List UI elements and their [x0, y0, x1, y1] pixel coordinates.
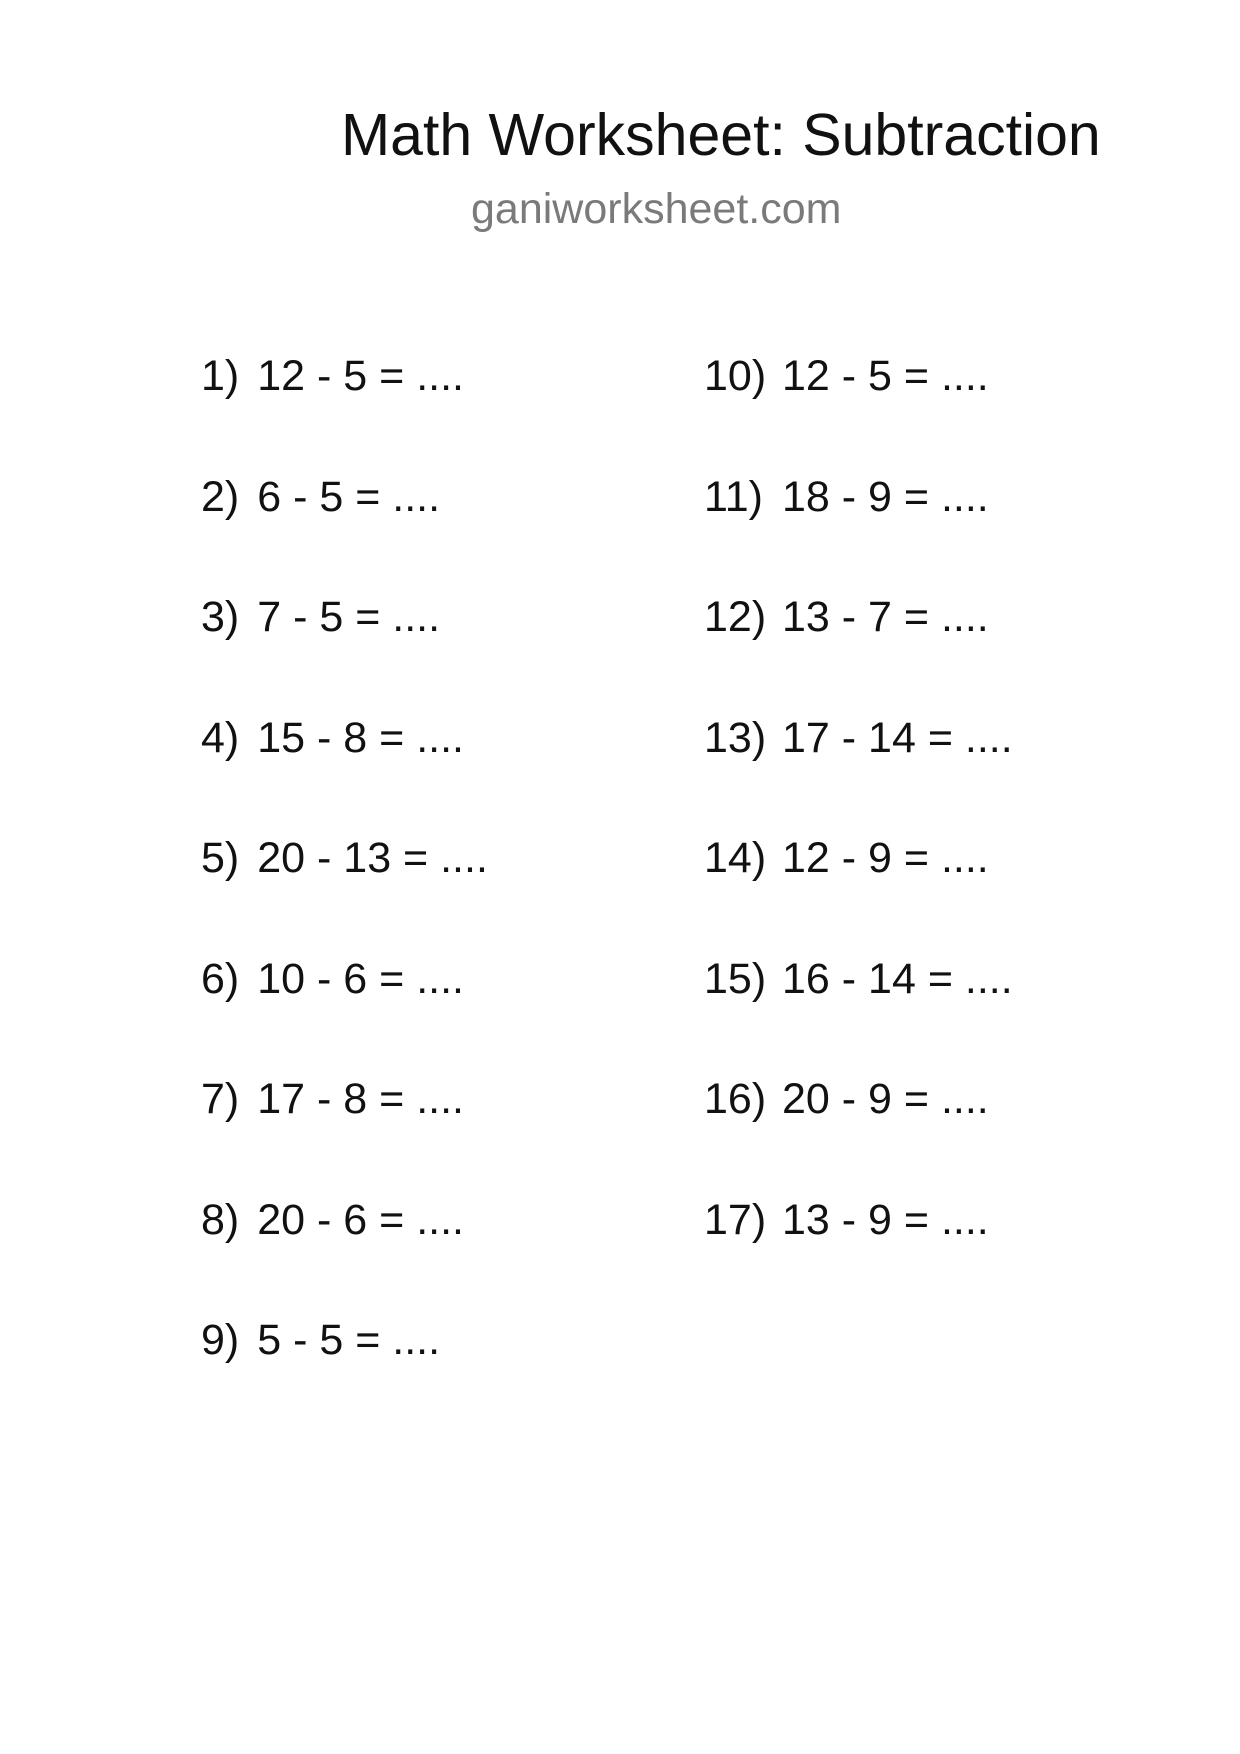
- problem-expression: 6 - 5 = ....: [257, 472, 441, 521]
- website-url: ganiworksheet.com: [471, 185, 842, 233]
- problem-item: [704, 710, 1013, 831]
- problem-item: [201, 1192, 488, 1313]
- problem-expression: 17 - 14 = ....: [782, 713, 1013, 762]
- problem-expression: 13 - 9 = ....: [782, 1195, 989, 1244]
- problem-number: 16): [704, 1075, 767, 1123]
- problem-item: [704, 469, 1013, 590]
- problem-expression: 17 - 8 = ....: [257, 1075, 464, 1123]
- problem-expression: 10 - 6 = ....: [257, 954, 464, 1003]
- problem-expression: 20 - 9 = ....: [782, 1075, 989, 1123]
- problem-item: [201, 1071, 488, 1192]
- problem-number: 3): [201, 593, 240, 641]
- problem-number: 4): [201, 713, 240, 762]
- problem-number: 9): [201, 1316, 240, 1364]
- problem-expression: 7 - 5 = ....: [257, 593, 441, 641]
- problem-number: 1): [201, 352, 240, 400]
- problem-number: 7): [201, 1075, 240, 1123]
- problem-number: 2): [201, 472, 240, 521]
- problem-item: [201, 830, 488, 951]
- problem-expression: 12 - 9 = ....: [782, 834, 989, 882]
- problem-number: 10): [704, 352, 767, 400]
- problem-item: [201, 710, 488, 831]
- problem-item: [201, 348, 488, 469]
- problem-number: 13): [704, 713, 767, 762]
- problem-number: 6): [201, 954, 240, 1003]
- problem-number: 8): [201, 1195, 240, 1244]
- problem-number: 17): [704, 1195, 767, 1244]
- problem-number: 12): [704, 593, 767, 641]
- page-title: Math Worksheet: Subtraction: [341, 102, 1101, 168]
- problem-expression: 5 - 5 = ....: [257, 1316, 441, 1364]
- problem-number: 11): [704, 472, 763, 521]
- problem-expression: 18 - 9 = ....: [782, 472, 989, 521]
- problem-item: [704, 1071, 1013, 1192]
- problem-expression: 13 - 7 = ....: [782, 593, 989, 641]
- problem-number: 14): [704, 834, 767, 882]
- problem-item: [704, 830, 1013, 951]
- problem-expression: 15 - 8 = ....: [257, 713, 464, 762]
- problem-number: 15): [704, 954, 767, 1003]
- problem-item: [704, 348, 1013, 469]
- problem-expression: 12 - 5 = ....: [257, 352, 464, 400]
- problem-column-left: [201, 348, 488, 1433]
- problem-item: [201, 1312, 488, 1433]
- problem-item: [704, 951, 1013, 1072]
- problem-expression: 20 - 13 = ....: [257, 834, 488, 882]
- problem-number: 5): [201, 834, 240, 882]
- problem-item: [201, 589, 488, 710]
- problem-item: [201, 469, 488, 590]
- problem-expression: 20 - 6 = ....: [257, 1195, 464, 1244]
- problem-column-right: [704, 348, 1013, 1312]
- problem-item: [201, 951, 488, 1072]
- problem-expression: 16 - 14 = ....: [782, 954, 1013, 1003]
- problem-item: [704, 589, 1013, 710]
- problem-expression: 12 - 5 = ....: [782, 352, 989, 400]
- problem-item: [704, 1192, 1013, 1313]
